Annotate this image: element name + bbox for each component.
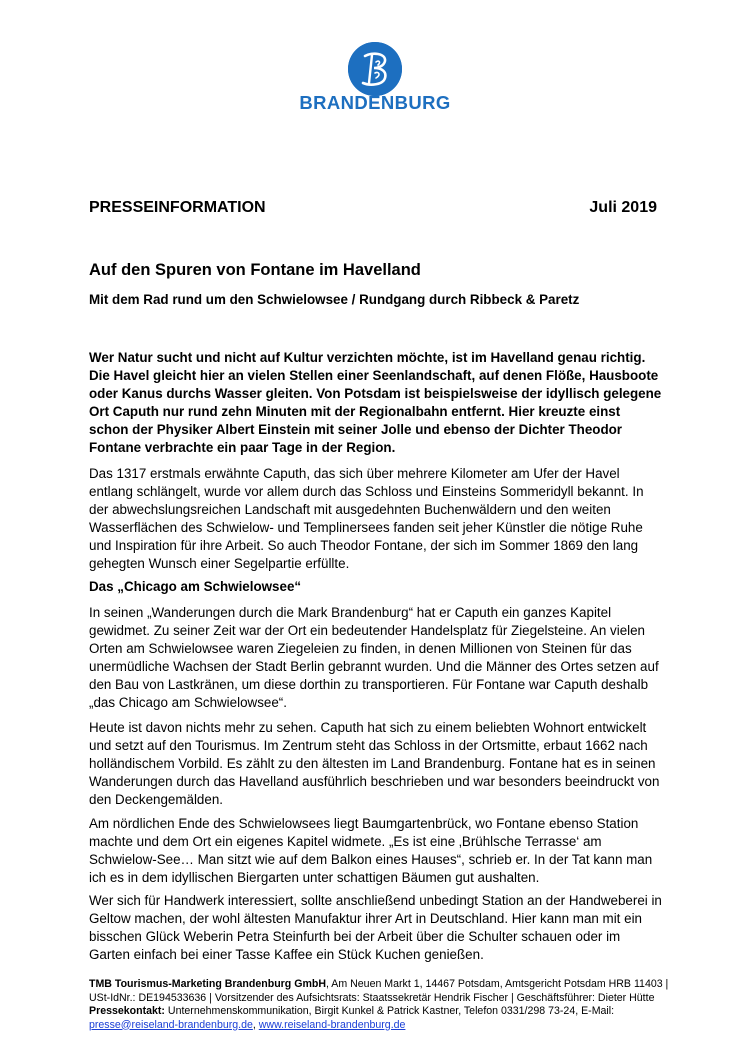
body-paragraph: Heute ist davon nichts mehr zu sehen. Caputh hat sich zu einem beliebten Wohnort entwickelt und setzt auf den Tourismus. Im Zentrum steht das Schloss in der Ortsmitte, erbaut 1662 nach holländischem Vorbild. Es zählt zu den ältesten im Land Brandenburg. Fontane hat es in seinen Wanderungen durch das Havelland ausführlich beschrieben und war besonders beeindruckt von den Deckengemälden. — [89, 720, 660, 807]
body-paragraph: In seinen „Wanderungen durch die Mark Brandenburg“ hat er Caputh ein ganzes Kapitel gewidmet. Zu seiner Zeit war der Ort ein bedeutender Handelsplatz für Ziegelsteine. An vielen Orten am Schwielowsee waren Ziegeleien zu finden, in denen Millionen von Steinen für das unermüdliche Wachsen der Stadt Berlin gebrannt wurden. Und die Männer des Ortes setzen auf den Bau von Lastkränen, um diese dorthin zu transportieren. Für Fontane war Caputh deshalb „das Chicago am Schwielowsee“. — [89, 605, 659, 710]
footer-contact-details: Unternehmenskommunikation, Birgit Kunkel & Patrick Kastner, Telefon 0331/298 73-24, E-Mail: — [164, 1005, 615, 1017]
body-paragraph: Das 1317 erstmals erwähnte Caputh, das sich über mehrere Kilometer am Ufer der Havel entlang schlängelt, wurde vor allem durch das Schloss und Einsteins Sommeridyll bekannt. In der abwechslungsreichen Landschaft mit ausgedehnten Buchenwäldern und den weiten Wasserflächen des Schwielow- und Templinersees fanden seit jeher Künstler die nötige Ruhe und Inspiration für ihre Arbeit. So auch Theodor Fontane, der sich im Sommer 1869 den lang gehegten Wunsch einer Segelpartie erfüllte. — [89, 466, 644, 571]
footer-press-label: Pressekontakt: — [89, 1005, 165, 1017]
body-paragraph: Wer sich für Handwerk interessiert, sollte anschließend unbedingt Station an der Handweberei in Geltow machen, der wohl ältesten Manufaktur ihrer Art in Deutschland. Hier kann man mit ein bisschen Glück Weberin Petra Steinfurth bei der Arbeit über die Schulter schauen oder im Garten einfach bei einer Tasse Kaffee ein Stück Kuchen genießen. — [89, 893, 662, 962]
press-label: PRESSEINFORMATION — [89, 199, 266, 216]
lead-paragraph: Wer Natur sucht und nicht auf Kultur verzichten möchte, ist im Havelland genau richtig. Die Havel gleicht hier an vielen Stellen einer Seenlandschaft, auf denen Flöße, Hausboote oder Kanus durchs Wasser gleiten. Von Potsdam ist beispielsweise der idyllisch gelegene Ort Caputh nur rund zehn Minuten mit der Regionalbahn entfernt. Hier kreuzte einst schon der Physiker Albert Einstein mit seiner Jolle und ebenso der Dichter Theodor Fontane verbrachte ein paar Tage in der Region. — [89, 350, 662, 455]
footer-company-details: , Am Neuen Markt 1, 14467 Potsdam, Amtsgericht Potsdam HRB 11403 | USt-IdNr.: DE194533636 | Vorsitzender des Aufsichtsrats: Staatssekretär Hendrik Fischer | Geschäftsführer: Dieter Hütte — [89, 978, 669, 1004]
footer-website-link[interactable]: www.reiseland-brandenburg.de — [258, 1018, 406, 1031]
press-date: Juli 2019 — [589, 199, 657, 216]
logo-emblem-icon — [348, 42, 402, 96]
footer-separator: , — [252, 1018, 259, 1031]
logo-wordmark: BRANDENBURG — [299, 92, 451, 113]
page-subtitle: Mit dem Rad rund um den Schwielowsee / Rundgang durch Ribbeck & Paretz — [89, 292, 580, 307]
footer-imprint — [89, 978, 669, 1032]
page-title: Auf den Spuren von Fontane im Havelland — [89, 261, 421, 279]
footer-company: TMB Tourismus-Marketing Brandenburg GmbH — [89, 978, 326, 990]
section-heading: Das „Chicago am Schwielowsee“ — [89, 579, 302, 594]
footer-email-link[interactable]: presse@reiseland-brandenburg.de — [89, 1018, 253, 1031]
body-paragraph: Am nördlichen Ende des Schwielowsees liegt Baumgartenbrück, wo Fontane ebenso Station machte und dem Ort ein eigenes Kapitel widmete. „Es ist eine ‚Brühlsche Terrasse‘ am Schwielow-See… Man sitzt wie auf dem Balkon eines Hauses“, schrieb er. In der Tat kann man ich es in dem idyllischen Biergarten unter schattigen Bäumen gut aushalten. — [89, 816, 653, 885]
press-header — [89, 199, 657, 217]
logo-monogram-icon — [348, 42, 402, 96]
